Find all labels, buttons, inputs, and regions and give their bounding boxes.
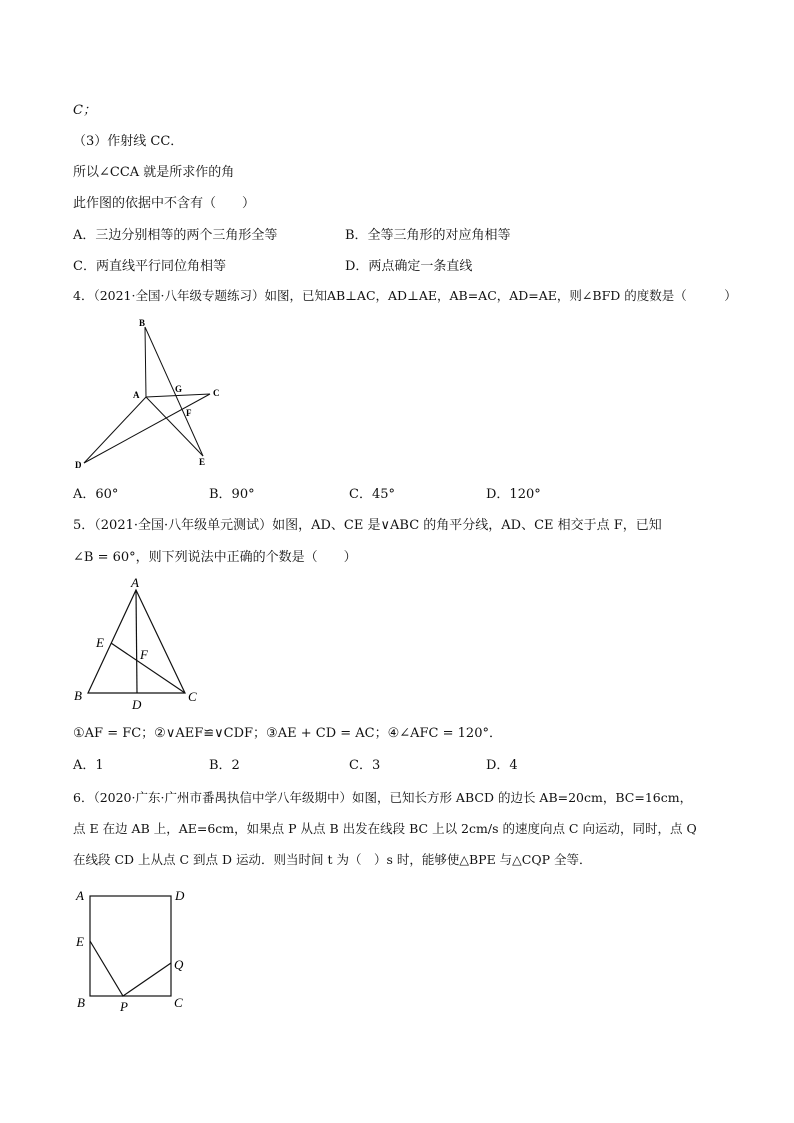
q3-option-b: B．全等三角形的对应角相等 <box>345 228 511 243</box>
polyline-e-p-q <box>90 941 171 996</box>
q4-stem: 4．（2021·全国·八年级专题练习）如图，已知AB⊥AC，AD⊥AE，AB=AC，AD=AE，则∠BFD 的度数是（ ） <box>73 288 737 303</box>
q4-label-a: A <box>133 390 140 400</box>
q4-label-f: F <box>186 408 192 418</box>
q4-label-d: D <box>75 460 82 470</box>
q3-option-d: D．两点确定一条直线 <box>345 259 473 274</box>
q6-stem-line3: 在线段 CD 上从点 C 到点 D 运动．则当时间 t 为（ ）s 时，能够使△BPE 与△CQP 全等． <box>73 852 592 867</box>
q6-label-d: D <box>175 888 185 903</box>
q3-question: 此作图的依据中不含有（ ） <box>73 196 256 211</box>
q5-stem-line2: ∠B = 60°，则下列说法中正确的个数是（ ） <box>73 550 357 565</box>
q6-label-c: C <box>174 995 183 1010</box>
q3-option-c: C．两直线平行同位角相等 <box>73 259 226 274</box>
q5-statements: ①AF = FC；②∨AEF≌∨CDF；③AE + CD = AC；④∠AFC = 120°． <box>73 726 502 741</box>
q4-label-e: E <box>199 457 206 467</box>
q6-label-q: Q <box>174 957 184 972</box>
q6-stem-line2: 点 E 在边 AB 上，AE=6cm，如果点 P 从点 B 出发在线段 BC 上以 2cm/s 的速度向点 C 向运动，同时，点 Q <box>73 821 697 836</box>
q5-label-b: B <box>74 688 82 703</box>
q4-option-d: D．120° <box>486 487 541 502</box>
q3-step3: （3）作射线 CC． <box>73 134 184 149</box>
q5-label-e: E <box>96 635 104 650</box>
q4-label-c: C <box>213 388 220 398</box>
q4-label-g: G <box>175 384 183 394</box>
q5-label-f: F <box>140 647 148 662</box>
q3-line-c: C； <box>73 103 96 118</box>
q3-option-a: A．三边分别相等的两个三角形全等 <box>73 228 278 243</box>
q5-label-d: D <box>132 697 142 712</box>
rectangle-abcd <box>90 896 171 996</box>
q5-label-c: C <box>188 689 197 704</box>
q5-option-b: B．2 <box>209 758 240 773</box>
q5-option-d: D．4 <box>486 758 518 773</box>
q3-conclusion: 所以∠CCA 就是所求作的角 <box>73 165 235 180</box>
q4-option-c: C．45° <box>349 487 395 502</box>
q4-option-b: B．90° <box>209 487 255 502</box>
q6-label-b: B <box>77 995 85 1010</box>
q6-label-a: A <box>76 888 84 903</box>
q6-label-p: P <box>120 999 128 1014</box>
q4-label-b: B <box>139 318 146 328</box>
q5-stem-line1: 5．（2021·全国·八年级单元测试）如图，AD、CE 是∨ABC 的角平分线，AD、CE 相交于点 F，已知 <box>73 518 662 533</box>
q5-label-a: A <box>131 575 139 590</box>
q6-stem-line1: 6．（2020·广东·广州市番禺执信中学八年级期中）如图，已知长方形 ABCD 的边长 AB=20cm，BC=16cm， <box>73 790 693 805</box>
q5-option-a: A．1 <box>73 758 104 773</box>
q5-option-c: C．3 <box>349 758 381 773</box>
q6-label-e: E <box>76 934 84 949</box>
q4-option-a: A．60° <box>73 487 119 502</box>
